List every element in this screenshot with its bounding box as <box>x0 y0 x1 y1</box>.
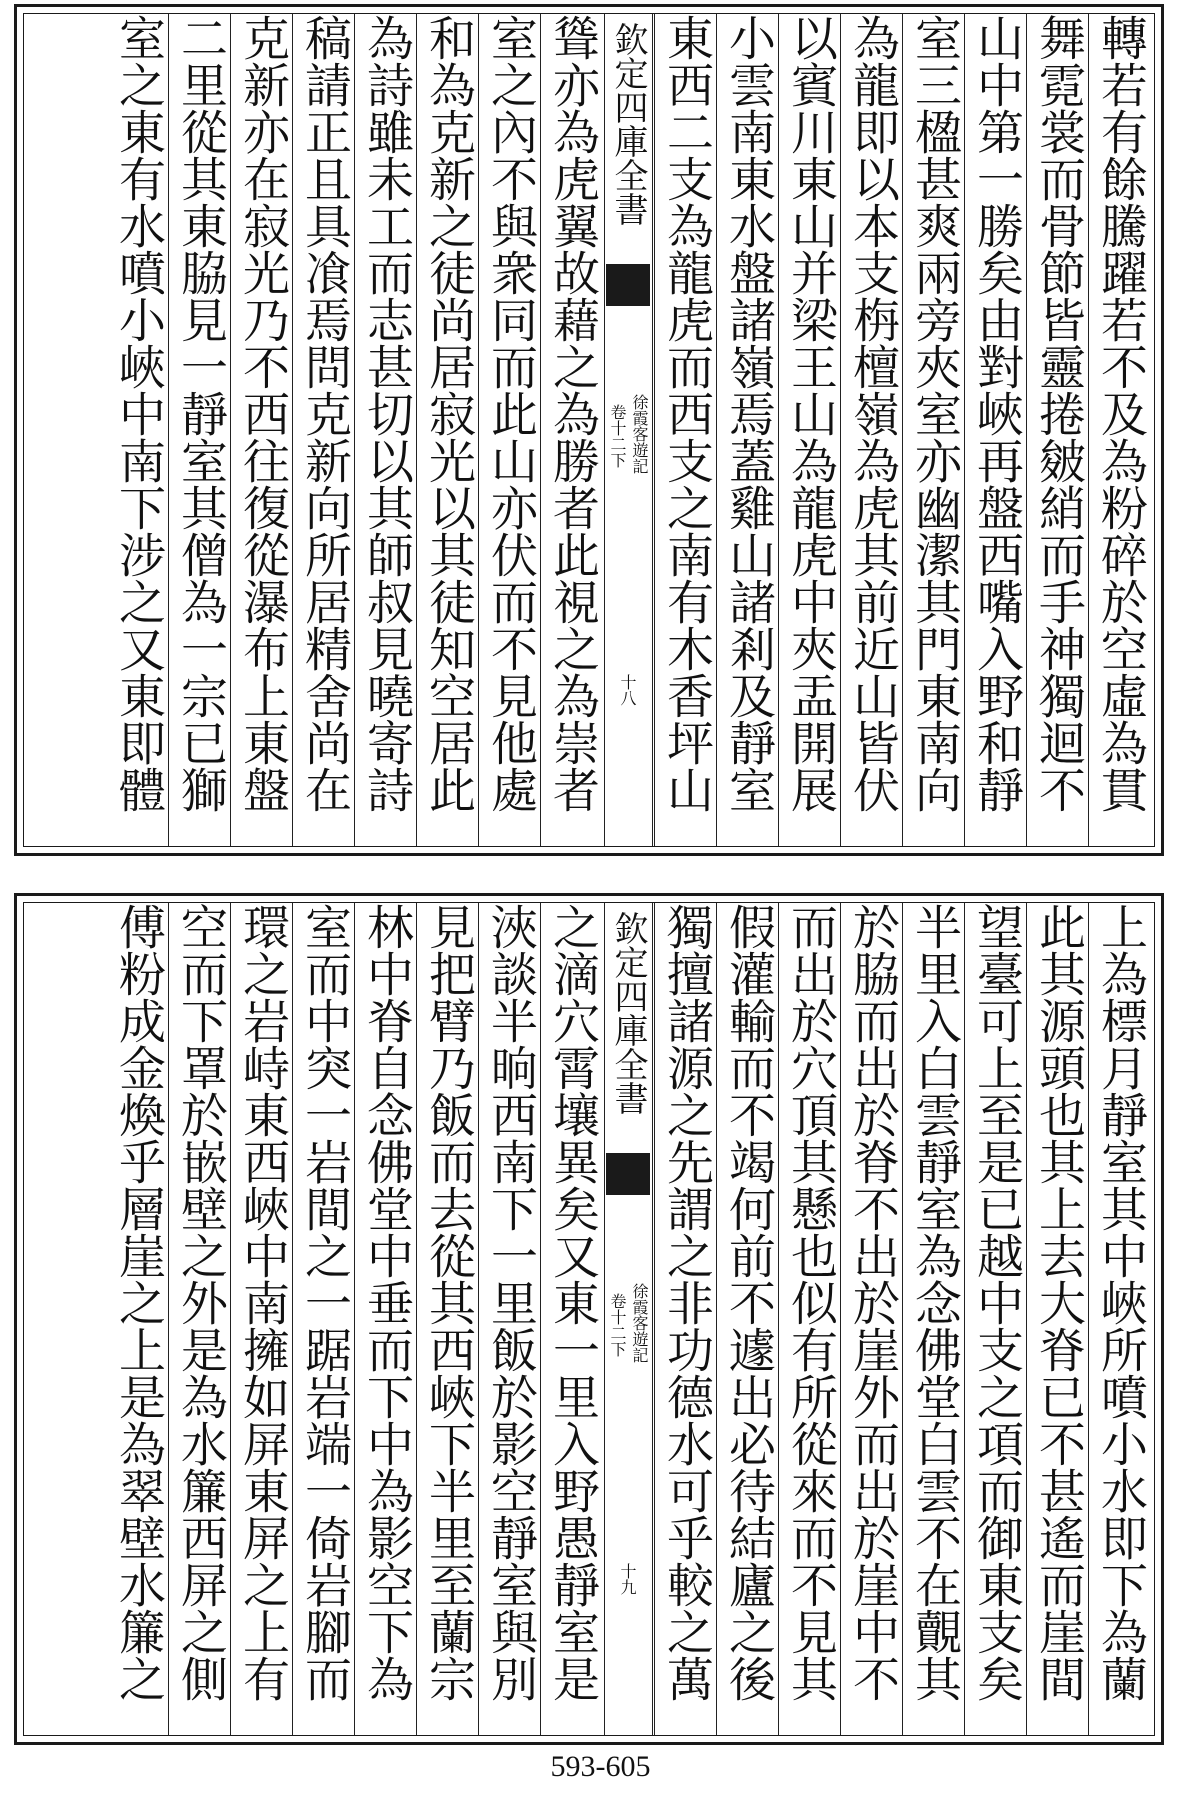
column-rule <box>1088 903 1089 1735</box>
column-rule <box>902 903 903 1735</box>
volume-label: 卷十二下 <box>608 404 627 468</box>
top-page-frame <box>14 4 1164 856</box>
text-column: 望臺可上至是已越中支之項而御東支矣 <box>969 903 1024 1702</box>
column-rule <box>716 14 717 846</box>
page-center-strip <box>604 903 652 1735</box>
text-column: 環之岩峙東西峽中南擁如屏東屏之上有 <box>235 903 290 1702</box>
column-rule <box>1088 14 1089 846</box>
volume-label: 卷十二下 <box>608 1293 627 1357</box>
text-column: 山中第一勝矣由對峽再盤西嘴入野和靜 <box>969 14 1024 813</box>
text-column: 克新亦在寂光乃不西往復從瀑布上東盤 <box>235 14 290 813</box>
work-title: 徐霞客遊記 <box>630 394 649 474</box>
book-title: 欽定四庫全書 <box>608 22 648 226</box>
column-rule <box>416 903 417 1735</box>
text-column: 為龍即以本支栴檀嶺為虎其前近山皆伏 <box>845 14 900 813</box>
column-rule <box>168 903 169 1735</box>
column-rule <box>478 14 479 846</box>
column-rule <box>964 903 965 1735</box>
text-column: 和為克新之徒尚居寂光以其徒知空居此 <box>421 14 476 813</box>
text-column: 舞霓裳而骨節皆靈捲皴綃而手神獨迴不 <box>1031 14 1086 813</box>
text-column: 見把臂乃飯而去從其西峽下半里至蘭宗 <box>421 903 476 1702</box>
text-column: 東西二支為龍虎而西支之南有木香坪山 <box>659 14 714 813</box>
column-rule <box>654 14 655 846</box>
column-rule <box>230 903 231 1735</box>
strip-rule <box>652 903 653 1735</box>
text-column: 獨擅諸源之先謂之非功德水可乎較之萬 <box>659 903 714 1702</box>
text-column: 二里從其東脇見一靜室其僧為一宗已獅 <box>173 14 228 813</box>
column-rule <box>354 14 355 846</box>
column-rule <box>778 14 779 846</box>
column-rule <box>478 903 479 1735</box>
column-rule <box>840 903 841 1735</box>
column-rule <box>964 14 965 846</box>
text-column: 室之東有水噴小峽中南下涉之又東即體 <box>111 14 166 813</box>
book-title: 欽定四庫全書 <box>608 911 648 1115</box>
column-rule <box>716 903 717 1735</box>
strip-rule <box>604 903 605 1735</box>
fish-tail-mark <box>606 264 650 306</box>
strip-rule <box>652 14 653 846</box>
column-rule <box>778 903 779 1735</box>
page-center-strip <box>604 14 652 846</box>
column-rule <box>902 14 903 846</box>
bottom-page-inner-frame <box>23 902 1155 1736</box>
column-rule <box>654 903 655 1735</box>
text-column: 室三楹甚爽兩旁夾室亦幽潔其門東南向 <box>907 14 962 813</box>
column-rule <box>1026 14 1027 846</box>
column-rule <box>540 14 541 846</box>
fish-tail-mark <box>606 1153 650 1195</box>
column-rule <box>840 14 841 846</box>
column-rule <box>354 903 355 1735</box>
text-column: 林中脊自念佛堂中垂而下中為影空下為 <box>359 903 414 1702</box>
text-column: 室而中突一岩間之一踞岩端一倚岩腳而 <box>297 903 352 1702</box>
bottom-page-frame <box>14 893 1164 1745</box>
column-rule <box>1026 903 1027 1735</box>
text-column: 此其源頭也其上去大脊已不甚遙而崖間 <box>1031 903 1086 1702</box>
column-rule <box>292 14 293 846</box>
page-number: 593-605 <box>550 1750 651 1783</box>
work-title: 徐霞客遊記 <box>630 1283 649 1363</box>
column-rule <box>540 903 541 1735</box>
text-column: 於脇而出於脊不出於崖外而出於崖中不 <box>845 903 900 1702</box>
top-page-inner-frame <box>23 13 1155 847</box>
column-rule <box>168 14 169 846</box>
text-column: 小雲南東水盤諸嶺焉蓋雞山諸剎及靜室 <box>721 14 776 813</box>
text-column: 稿請正且具飡焉問克新向所居精舍尚在 <box>297 14 352 813</box>
text-column: 聳亦為虎翼故藉之為勝者此視之為崇者 <box>545 14 600 813</box>
strip-rule <box>604 14 605 846</box>
text-column: 室之內不與衆同而此山亦伏而不見他處 <box>483 14 538 813</box>
text-column: 以賓川東山并梁王山為龍虎中夾盂開展 <box>783 14 838 813</box>
column-rule <box>292 903 293 1735</box>
text-column: 傅粉成金煥乎層崖之上是為翠壁水簾之 <box>111 903 166 1702</box>
folio-number: 十九 <box>618 1563 637 1595</box>
text-column: 之滴穴霄壤異矣又東一里入野愚靜室是 <box>545 903 600 1702</box>
text-column: 浹談半晌西南下一里飯於影空靜室與別 <box>483 903 538 1702</box>
text-column: 空而下罩於嵌壁之外是為水簾西屏之側 <box>173 903 228 1702</box>
text-column: 轉若有餘騰躍若不及為粉碎於空虛為貫 <box>1093 14 1148 813</box>
text-column: 上為標月靜室其中峽所噴小水即下為蘭 <box>1093 903 1148 1702</box>
text-column: 假灌輸而不竭何前不遽出必待結廬之後 <box>721 903 776 1702</box>
text-column: 而出於穴頂其懸也似有所從來而不見其 <box>783 903 838 1702</box>
column-rule <box>416 14 417 846</box>
text-column: 半里入白雲靜室為念佛堂白雲不在覿其 <box>907 903 962 1702</box>
column-rule <box>230 14 231 846</box>
folio-number: 十八 <box>618 674 637 706</box>
text-column: 為詩雖未工而志甚切以其師叔見曉寄詩 <box>359 14 414 813</box>
